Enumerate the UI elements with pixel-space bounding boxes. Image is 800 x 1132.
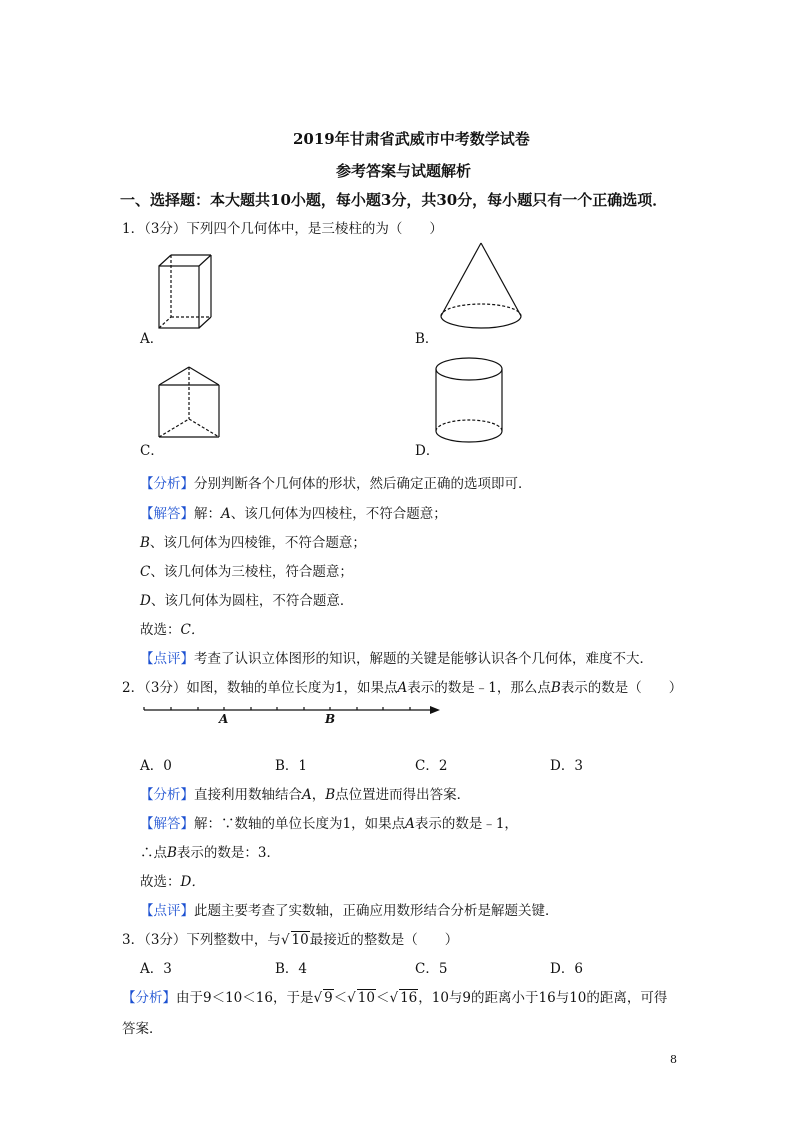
q1-stem: 1．（3分）下列四个几何体中，是三棱柱的为（ ） <box>122 221 443 237</box>
q3-stem-a: 3．（3分）下列整数中，与 <box>122 932 281 948</box>
q2-choice-label: 故选： <box>140 874 181 890</box>
q2-stem-c: 表示的数是（ ） <box>560 680 683 696</box>
q3-option-c: C．5 <box>415 961 448 977</box>
radical-sign-icon: √ <box>347 990 356 1006</box>
q2-line2-a: ∴点 <box>140 845 167 861</box>
figure-cone-b <box>438 240 524 336</box>
sqrt-10 <box>347 989 376 1006</box>
q2-answer <box>140 812 518 832</box>
q1-comment-text: 考查了认识立体图形的知识，解题的关键是能够认识各个几何体，难度不大． <box>194 651 653 667</box>
q1-line-b-text: 、该几何体为四棱锥，不符合题意； <box>149 535 366 551</box>
q2-answer-point-a: A <box>405 816 415 832</box>
radicand: 10 <box>291 932 309 948</box>
q1-analysis <box>140 472 532 492</box>
q2-line2-point-b: B <box>167 845 177 861</box>
q1-choice <box>140 618 204 638</box>
number-line-arrow-icon <box>430 706 440 714</box>
q3-analysis-cont: 答案． <box>122 1021 163 1037</box>
q3-analysis-a: 由于9＜10＜16，于是 <box>176 990 314 1006</box>
q1-letter-a: A <box>221 506 231 522</box>
q2-answer-line-2 <box>140 841 280 861</box>
analysis-tag: 【分析】 <box>140 476 194 492</box>
q3-stem <box>122 928 458 948</box>
q1-answer-line-b <box>140 531 366 551</box>
q2-analysis-sep: ， <box>311 787 326 803</box>
q2-analysis-b: 点位置进而得出答案． <box>335 787 471 803</box>
q2-stem-point-b: B <box>550 680 561 696</box>
q2-stem-point-a: A <box>397 680 408 696</box>
q3-option-b: B．4 <box>275 961 308 977</box>
radicand: 9 <box>324 990 333 1006</box>
analysis-tag: 【分析】 <box>122 990 176 1006</box>
q2-answer-b: 表示的数是﹣1， <box>414 816 518 832</box>
q3-option-a: A．3 <box>140 961 172 977</box>
q2-analysis-point-b: B <box>325 787 336 803</box>
analysis-tag: 【分析】 <box>140 787 194 803</box>
q2-option-c: C．2 <box>415 758 448 774</box>
radicand: 10 <box>357 990 375 1006</box>
q2-option-d: D．3 <box>550 758 583 774</box>
radical-sign-icon: √ <box>389 990 399 1006</box>
sqrt-9 <box>313 989 333 1006</box>
q1-line-c-text: 、该几何体为三棱柱，符合题意； <box>150 564 353 580</box>
q2-line2-b: 表示的数是：3． <box>176 845 281 861</box>
q3-stem-b: 最接近的整数是（ ） <box>309 932 459 948</box>
q1-option-c: C． <box>140 443 164 459</box>
q2-option-b: B．1 <box>275 758 308 774</box>
q1-answer-line-c <box>140 560 353 580</box>
sqrt-10 <box>281 931 310 948</box>
q2-stem <box>122 676 682 696</box>
q1-letter-b: B <box>140 535 150 551</box>
q1-option-d: D． <box>415 443 440 459</box>
figure-cylinder-d <box>432 355 506 447</box>
radical-sign-icon: √ <box>280 932 290 948</box>
answer-tag: 【解答】 <box>140 816 194 832</box>
section-heading: 一、选择题：本大题共10小题，每小题3分，共30分，每小题只有一个正确选项． <box>120 191 668 209</box>
q1-answer-line-a <box>140 502 447 522</box>
q2-comment-text: 此题主要考查了实数轴，正确应用数形结合分析是解题关键． <box>194 903 559 919</box>
axis-label-a: A <box>219 712 229 726</box>
q2-answer-a: 解：∵数轴的单位长度为1，如果点 <box>194 816 406 832</box>
q1-letter-d: D <box>140 593 151 609</box>
q1-answer-prefix: 解： <box>194 506 221 522</box>
q3-analysis <box>122 986 667 1006</box>
q2-choice-value: D． <box>180 874 205 890</box>
q1-comment <box>140 647 653 667</box>
q1-line-a-text: 、该几何体为四棱柱，不符合题意； <box>230 506 447 522</box>
comment-tag: 【点评】 <box>140 903 194 919</box>
q1-analysis-text: 分别判断各个几何体的形状，然后确定正确的选项即可． <box>194 476 532 492</box>
number-line <box>140 700 446 734</box>
doc-title: 2019年甘肃省武威市中考数学试卷 <box>293 130 530 148</box>
q2-choice <box>140 870 205 890</box>
q2-analysis-a: 直接利用数轴结合 <box>194 787 302 803</box>
q2-option-a: A．0 <box>140 758 172 774</box>
figure-triangular-prism-c <box>157 365 223 441</box>
q1-letter-c: C <box>140 564 151 580</box>
less-than-2: ＜ <box>375 990 390 1006</box>
q2-comment <box>140 899 559 919</box>
doc-subtitle: 参考答案与试题解析 <box>336 162 472 180</box>
q1-choice-label: 故选： <box>140 622 181 638</box>
q2-analysis-point-a: A <box>302 787 312 803</box>
q2-stem-a: 2．（3分）如图，数轴的单位长度为1，如果点 <box>122 680 398 696</box>
comment-tag: 【点评】 <box>140 651 194 667</box>
q2-analysis <box>140 783 470 803</box>
q1-option-a: A． <box>140 331 164 347</box>
radical-sign-icon: √ <box>313 990 323 1006</box>
q1-answer-line-d <box>140 589 353 609</box>
q1-line-d-text: 、该几何体为圆柱，不符合题意． <box>150 593 354 609</box>
q3-option-d: D．6 <box>550 961 583 977</box>
figure-prism-a <box>155 252 215 332</box>
sqrt-16 <box>389 989 418 1006</box>
radicand: 16 <box>400 990 418 1006</box>
q3-analysis-b: ，10与9的距离小于16与10的距离，可得 <box>418 990 668 1006</box>
page-number: 8 <box>670 1053 677 1066</box>
answer-tag: 【解答】 <box>140 506 194 522</box>
q1-option-b: B． <box>415 331 439 347</box>
less-than-1: ＜ <box>333 990 348 1006</box>
q1-choice-value: C． <box>180 622 205 638</box>
q2-stem-b: 表示的数是﹣1，那么点 <box>407 680 551 696</box>
axis-label-b: B <box>325 712 336 726</box>
